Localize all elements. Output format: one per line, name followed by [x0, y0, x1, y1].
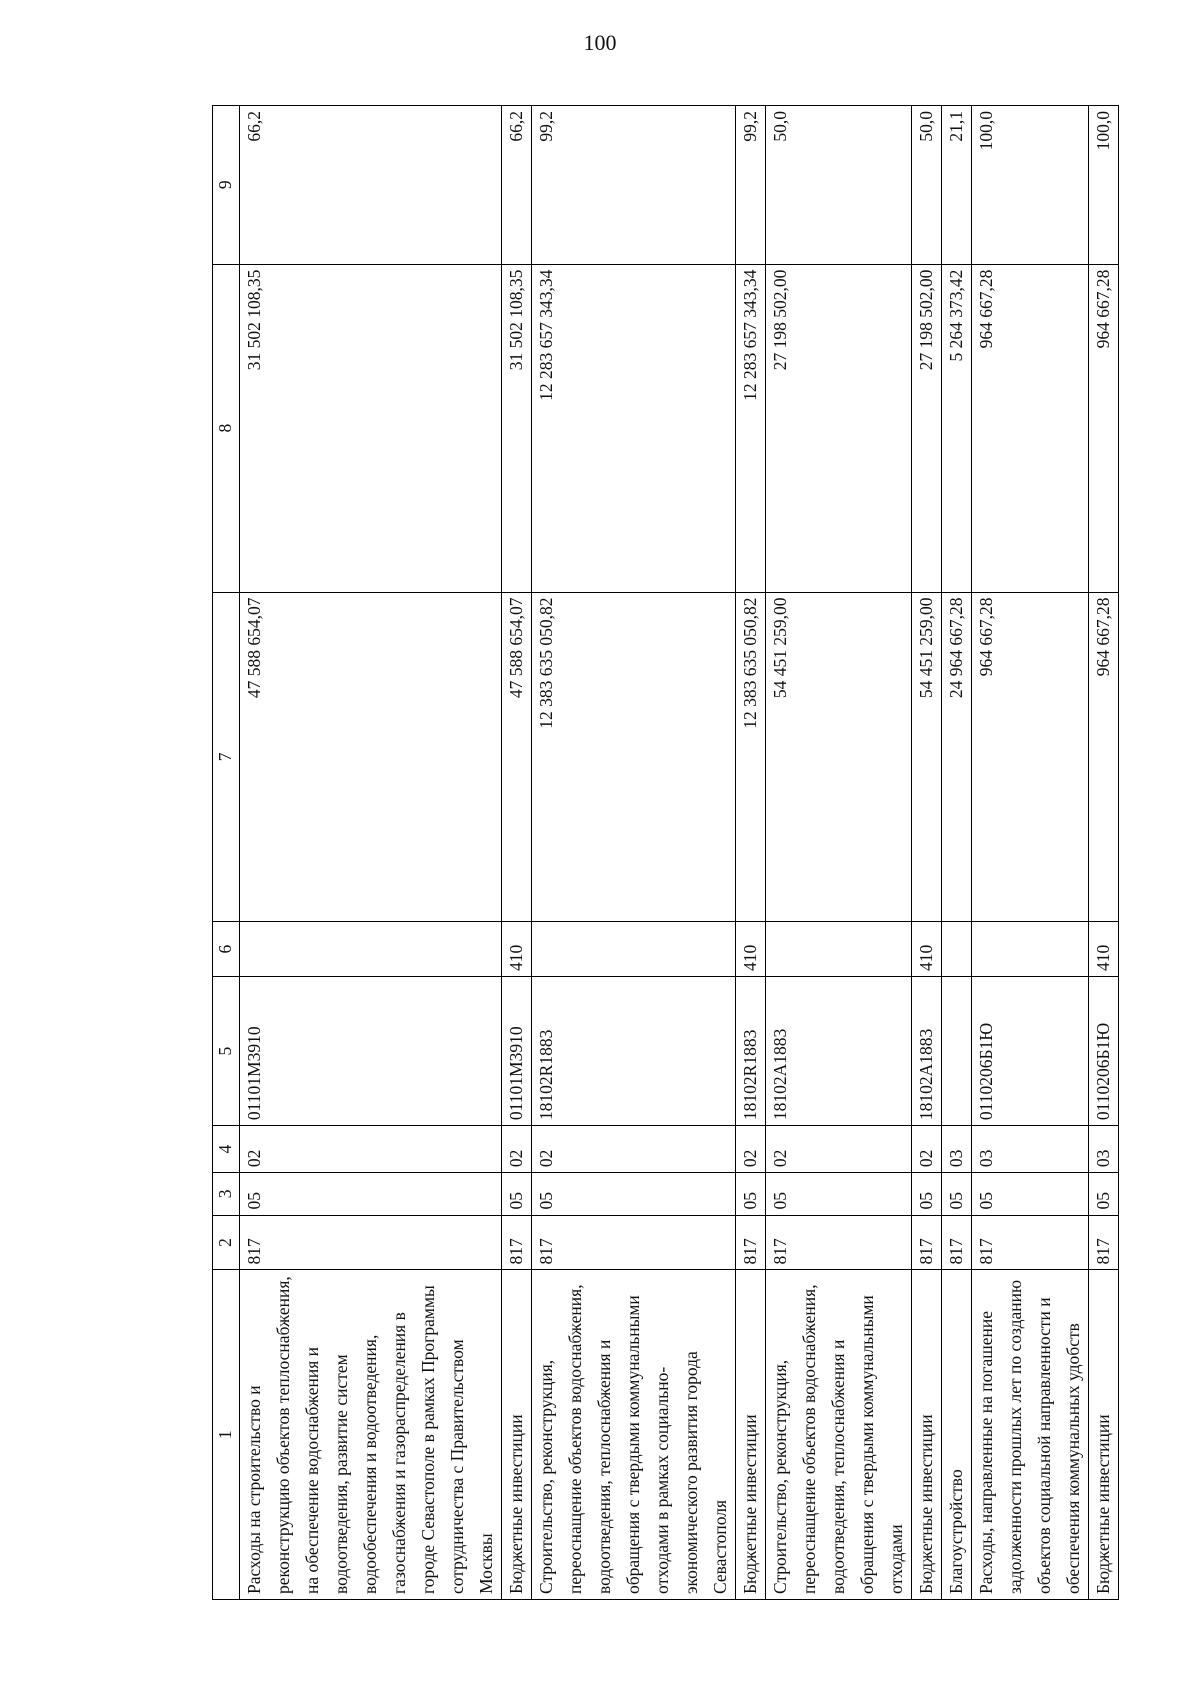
cell-col-6: 410	[502, 922, 532, 977]
cell-col-8: 27 198 502,00	[912, 264, 942, 592]
rotated-table-container	[212, 105, 1164, 1600]
cell-col-4: 02	[912, 1126, 942, 1173]
row-name: Бюджетные инвестиции	[502, 1270, 532, 1600]
cell-col-8: 31 502 108,35	[502, 264, 532, 592]
cell-col-4: 02	[240, 1126, 502, 1173]
row-name: Благоустройство	[942, 1270, 972, 1600]
header-row	[213, 106, 240, 1600]
cell-col-6	[972, 922, 1089, 977]
table-row	[766, 106, 912, 1600]
cell-col-9: 100,0	[1089, 106, 1119, 265]
table-row	[502, 106, 532, 1600]
table-row	[912, 106, 942, 1600]
row-name: Строительство, реконструкция, переоснащение объектов водоснабжения, водоотведения, теплоснабжения и обращения с твердыми коммунальными отходами в рамках социально-экономического развития города Севастополя	[532, 1270, 736, 1600]
header-col-7: 7	[213, 592, 240, 922]
cell-col-4: 02	[502, 1126, 532, 1173]
cell-col-3: 05	[1089, 1173, 1119, 1215]
cell-col-7: 54 451 259,00	[912, 592, 942, 922]
cell-col-8: 964 667,28	[972, 264, 1089, 592]
cell-col-3: 05	[942, 1173, 972, 1215]
cell-col-8: 12 283 657 343,34	[532, 264, 736, 592]
cell-col-8: 964 667,28	[1089, 264, 1119, 592]
table-row	[972, 106, 1089, 1600]
cell-col-7: 12 383 635 050,82	[532, 592, 736, 922]
cell-col-2: 817	[942, 1215, 972, 1270]
cell-col-7: 964 667,28	[1089, 592, 1119, 922]
header-col-2: 2	[213, 1215, 240, 1270]
cell-col-4: 03	[1089, 1126, 1119, 1173]
cell-col-7: 47 588 654,07	[502, 592, 532, 922]
cell-col-7: 24 964 667,28	[942, 592, 972, 922]
cell-col-3: 05	[736, 1173, 766, 1215]
cell-col-9: 99,2	[736, 106, 766, 265]
cell-col-7: 964 667,28	[972, 592, 1089, 922]
header-col-3: 3	[213, 1173, 240, 1215]
cell-col-3: 05	[972, 1173, 1089, 1215]
cell-col-8: 5 264 373,42	[942, 264, 972, 592]
cell-col-6	[240, 922, 502, 977]
row-name: Строительство, реконструкция, переоснащение объектов водоснабжения, водоотведения, теплоснабжения и обращения с твердыми коммунальными отходами	[766, 1270, 912, 1600]
cell-col-4: 02	[766, 1126, 912, 1173]
cell-col-9: 50,0	[766, 106, 912, 265]
cell-col-6	[942, 922, 972, 977]
table-row	[1089, 106, 1119, 1600]
header-col-5: 5	[213, 977, 240, 1126]
cell-col-2: 817	[240, 1215, 502, 1270]
row-name: Бюджетные инвестиции	[736, 1270, 766, 1600]
cell-col-2: 817	[912, 1215, 942, 1270]
cell-col-8: 27 198 502,00	[766, 264, 912, 592]
page-number: 100	[583, 30, 617, 55]
cell-col-5: 18102R1883	[736, 977, 766, 1126]
cell-col-6: 410	[1089, 922, 1119, 977]
row-name: Бюджетные инвестиции	[1089, 1270, 1119, 1600]
budget-table	[212, 105, 1119, 1600]
cell-col-5: 18102R1883	[532, 977, 736, 1126]
cell-col-3: 05	[766, 1173, 912, 1215]
row-name: Бюджетные инвестиции	[912, 1270, 942, 1600]
cell-col-8: 31 502 108,35	[240, 264, 502, 592]
row-name: Расходы на строительство и реконструкцию объектов теплоснабжения, на обеспечение водоснабжения и водоотведения, развитие систем водообеспечения и водоотведения, газоснабжения и газораспределения в городе Севастополе в рамках Программы сотрудничества с Правительством Москвы	[240, 1270, 502, 1600]
cell-col-4: 03	[972, 1126, 1089, 1173]
cell-col-9: 66,2	[240, 106, 502, 265]
cell-col-2: 817	[736, 1215, 766, 1270]
cell-col-5: 01101M3910	[502, 977, 532, 1126]
table-row	[240, 106, 502, 1600]
header-col-8: 8	[213, 264, 240, 592]
cell-col-7: 54 451 259,00	[766, 592, 912, 922]
header-col-9: 9	[213, 106, 240, 265]
cell-col-4: 02	[532, 1126, 736, 1173]
cell-col-9: 99,2	[532, 106, 736, 265]
table-row	[942, 106, 972, 1600]
cell-col-3: 05	[912, 1173, 942, 1215]
cell-col-2: 817	[532, 1215, 736, 1270]
row-name: Расходы, направленные на погашение задолженности прошлых лет по созданию объектов социальной направленности и обеспечения коммунальных удобств	[972, 1270, 1089, 1600]
cell-col-7: 12 383 635 050,82	[736, 592, 766, 922]
cell-col-4: 02	[736, 1126, 766, 1173]
cell-col-2: 817	[502, 1215, 532, 1270]
cell-col-4: 03	[942, 1126, 972, 1173]
cell-col-6	[766, 922, 912, 977]
cell-col-3: 05	[532, 1173, 736, 1215]
header-col-4: 4	[213, 1126, 240, 1173]
cell-col-2: 817	[972, 1215, 1089, 1270]
cell-col-6	[532, 922, 736, 977]
cell-col-6: 410	[736, 922, 766, 977]
cell-col-3: 05	[502, 1173, 532, 1215]
cell-col-8: 12 283 657 343,34	[736, 264, 766, 592]
header-col-1: 1	[213, 1270, 240, 1600]
cell-col-2: 817	[766, 1215, 912, 1270]
cell-col-3: 05	[240, 1173, 502, 1215]
cell-col-5: 18102A1883	[766, 977, 912, 1126]
cell-col-5: 0110206Б1Ю	[972, 977, 1089, 1126]
cell-col-5: 01101M3910	[240, 977, 502, 1126]
table-row	[736, 106, 766, 1600]
cell-col-5: 0110206Б1Ю	[1089, 977, 1119, 1126]
cell-col-2: 817	[1089, 1215, 1119, 1270]
cell-col-6: 410	[912, 922, 942, 977]
cell-col-7: 47 588 654,07	[240, 592, 502, 922]
cell-col-5: 18102A1883	[912, 977, 942, 1126]
cell-col-9: 100,0	[972, 106, 1089, 265]
table-row	[532, 106, 736, 1600]
header-col-6: 6	[213, 922, 240, 977]
cell-col-9: 50,0	[912, 106, 942, 265]
cell-col-9: 21,1	[942, 106, 972, 265]
cell-col-5	[942, 977, 972, 1126]
cell-col-9: 66,2	[502, 106, 532, 265]
